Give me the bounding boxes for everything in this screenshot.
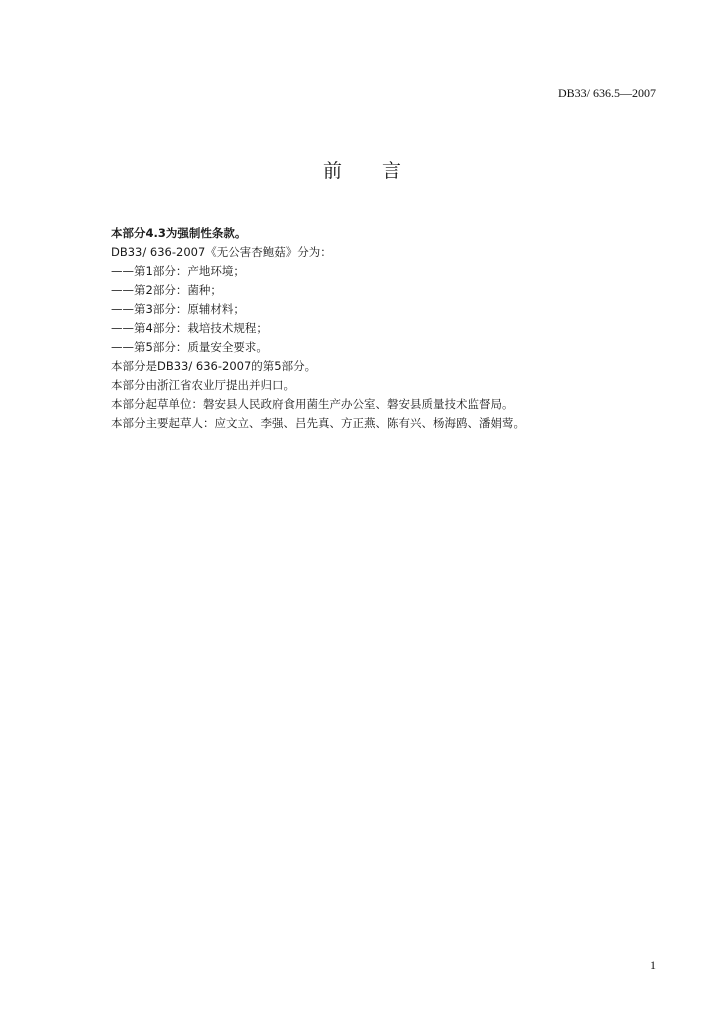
page-title xyxy=(0,156,724,183)
part-statement: 本部分是DB33/ 636-2007的第5部分。 xyxy=(111,359,317,373)
part-list-item: ——第2部分：菌种； xyxy=(111,283,222,297)
part-list-item: ——第5部分：质量安全要求。 xyxy=(111,340,268,354)
part-list-item: ——第1部分：产地环境； xyxy=(111,264,245,278)
drafters: 本部分主要起草人：应文立、李强、吕先真、方正燕、陈有兴、杨海鸥、潘娟莺。 xyxy=(111,416,525,430)
part-list-item: ——第3部分：原辅材料； xyxy=(111,302,245,316)
standard-parts-intro: DB33/ 636-2007《无公害杏鲍菇》分为： xyxy=(111,245,332,259)
page-number: 1 xyxy=(650,958,656,972)
proposer-statement: 本部分由浙江省农业厅提出并归口。 xyxy=(111,378,295,392)
title-char-2: 言 xyxy=(382,160,402,182)
document-code: DB33/ 636.5—2007 xyxy=(557,86,656,100)
title-char-1: 前 xyxy=(322,160,342,182)
part-list-item: ——第4部分：栽培技术规程； xyxy=(111,321,268,335)
foreword-body xyxy=(111,224,671,433)
mandatory-clause-line: 本部分4.3为强制性条款。 xyxy=(111,226,247,240)
drafting-units: 本部分起草单位：磐安县人民政府食用菌生产办公室、磐安县质量技术监督局。 xyxy=(111,397,514,411)
